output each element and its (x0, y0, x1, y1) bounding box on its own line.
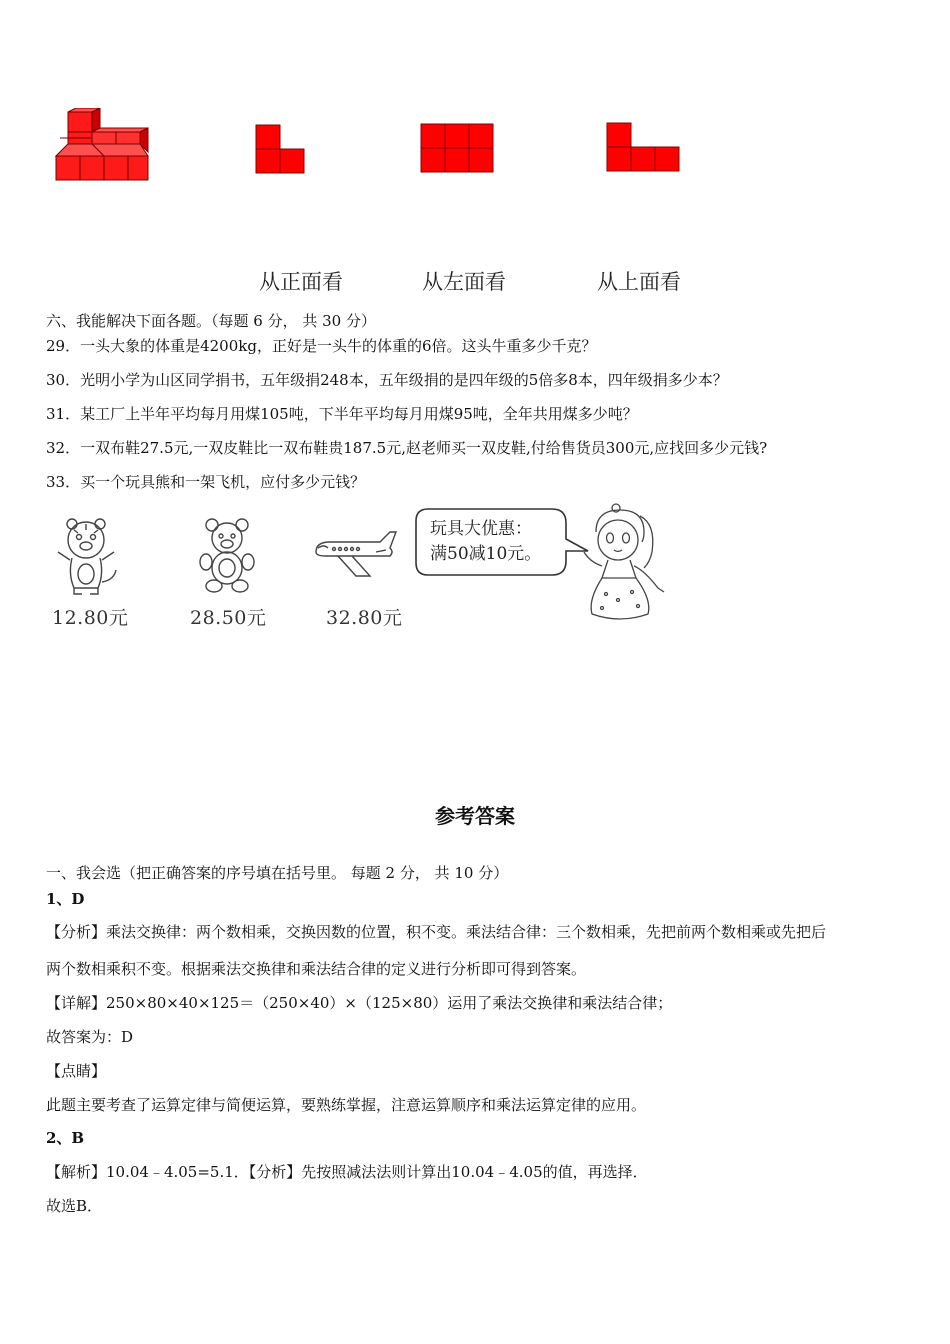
answer-1-analysis-line2: 两个数相乘积不变。根据乘法交换律和乘法结合律的定义进行分析即可得到答案。 (46, 960, 587, 978)
tiger-toy-image (52, 514, 120, 596)
answer-2-result: 故选B． (46, 1197, 103, 1215)
section6-heading: 六、我能解决下面各题。（每题 6 分， 共 30 分） (46, 312, 376, 330)
question-33: 33．买一个玩具熊和一架飞机，应付多少元钱？ (46, 473, 366, 491)
girl-illustration (578, 502, 674, 626)
top-view-label: 从上面看 (597, 270, 681, 294)
bear-price: 28.50元 (190, 607, 267, 629)
answers-section1-heading: 一、我会选（把正确答案的序号填在括号里。 每题 2 分， 共 10 分） (46, 864, 509, 882)
question-32: 32．一双布鞋27.5元,一双皮鞋比一双布鞋贵187.5元,赵老师买一双皮鞋,付给售货员300元,应找回多少元钱? (46, 439, 768, 457)
bubble-line-2: 满50减10元。 (430, 544, 542, 564)
answers-title: 参考答案 (435, 804, 515, 828)
teddy-bear-image (196, 516, 258, 594)
airplane-toy-image (308, 530, 400, 586)
answer-1-label: 1、D (46, 890, 85, 908)
answer-1-result: 故答案为：D (46, 1028, 134, 1046)
answer-2-label: 2、B (46, 1129, 85, 1147)
question-31: 31．某工厂上半年平均每月用煤105吨，下半年平均每月用煤95吨，全年共用煤多少吨？ (46, 405, 638, 423)
left-view-label: 从左面看 (422, 270, 506, 294)
answer-2-analysis: 【解析】10.04﹣4.05=5.1．【分析】先按照减法法则计算出10.04﹣4.05的值，再选择． (46, 1163, 648, 1181)
question-29: 29．一头大象的体重是4200kg，正好是一头牛的体重的6倍。这头牛重多少千克？ (46, 337, 597, 355)
question-30: 30．光明小学为山区同学捐书，五年级捐248本，五年级捐的是四年级的5倍多8本，四年级捐多少本？ (46, 371, 728, 389)
cube-solid-figure (52, 108, 152, 184)
front-view-figure (255, 124, 305, 174)
answer-1-analysis-line1: 【分析】乘法交换律：两个数相乘，交换因数的位置，积不变。乘法结合律：三个数相乘，先把前两个数相乘或先把后 (46, 923, 827, 941)
answer-1-tip: 此题主要考查了运算定律与简便运算，要熟练掌握，注意运算顺序和乘法运算定律的应用。 (46, 1096, 647, 1114)
answer-1-detail: 【详解】250×80×40×125＝（250×40）×（125×80）运用了乘法交换律和乘法结合律； (46, 994, 673, 1012)
bubble-line-1: 玩具大优惠： (430, 519, 532, 539)
top-view-figure (606, 122, 680, 172)
tiger-price: 12.80元 (52, 607, 129, 629)
answer-1-tip-label: 【点睛】 (46, 1062, 107, 1080)
left-view-figure (420, 123, 494, 173)
plane-price: 32.80元 (326, 607, 403, 629)
front-view-label: 从正面看 (259, 270, 343, 294)
